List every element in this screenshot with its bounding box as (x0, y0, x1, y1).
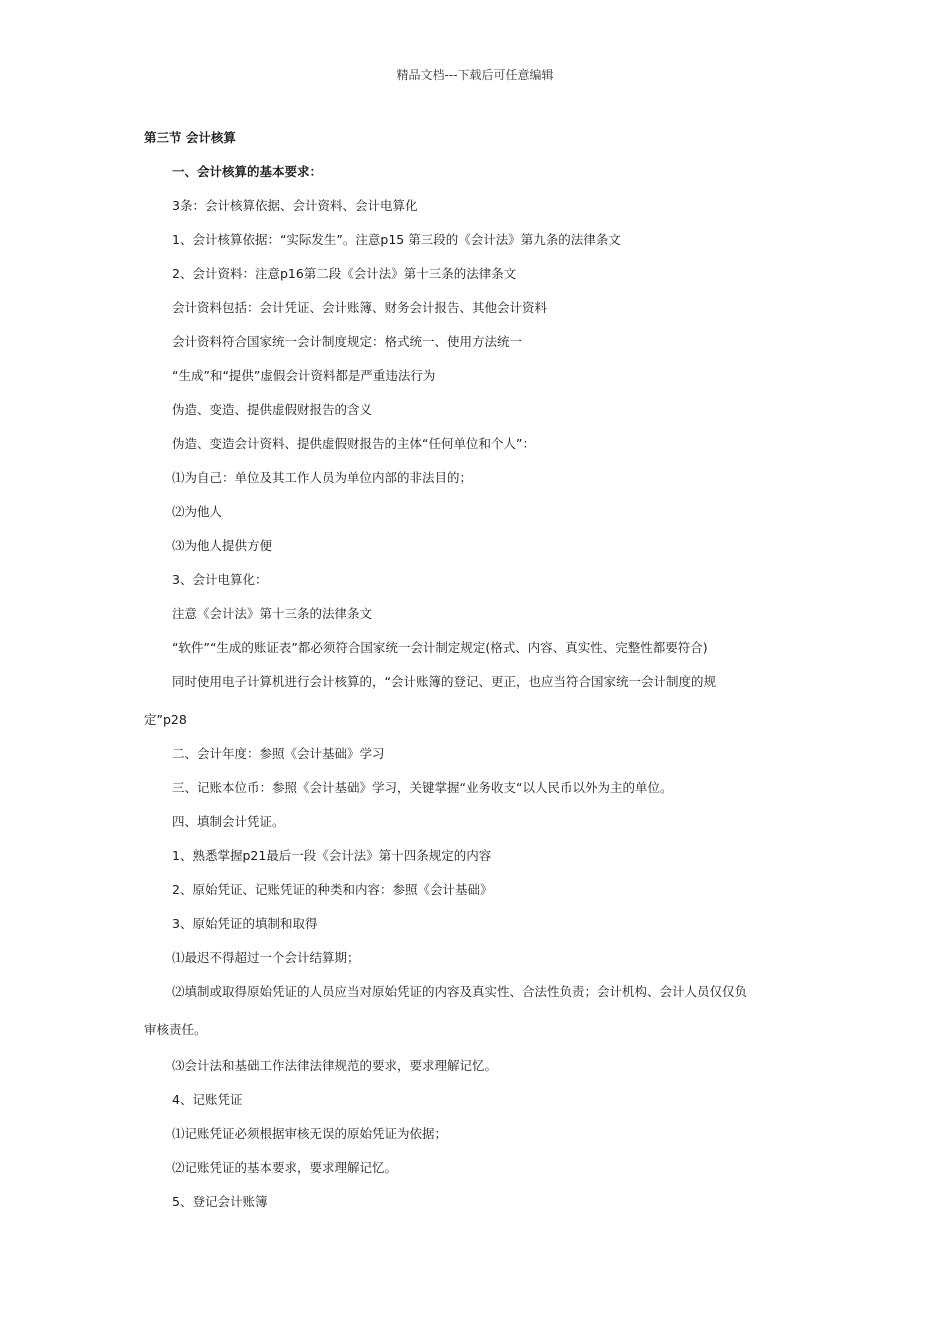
list-item: ⑴最迟不得超过一个会计结算期； (172, 950, 360, 965)
list-item: ⑵记账凭证的基本要求，要求理解记忆。 (172, 1160, 398, 1175)
text-line: 定”p28 (144, 712, 187, 727)
text-line: 会计资料符合国家统一会计制度规定：格式统一、使用方法统一 (172, 334, 523, 349)
list-item: ⑶会计法和基础工作法律法律规范的要求，要求理解记忆。 (172, 1058, 498, 1073)
text-line: 5、登记会计账簿 (172, 1194, 268, 1209)
text-line: 4、记账凭证 (172, 1092, 243, 1107)
text-line: 注意《会计法》第十三条的法律条文 (172, 606, 373, 621)
list-item: ⑵填制或取得原始凭证的人员应当对原始凭证的内容及真实性、合法性负责；会计机构、会计人员仅仅负 (172, 984, 748, 999)
text-line: “软件”“生成的账证表”都必须符合国家统一会计制定规定(格式、内容、真实性、完整性都要符合) (172, 640, 708, 655)
text-line: 审核责任。 (144, 1022, 207, 1037)
text-line: 同时使用电子计算机进行会计核算的，“会计账簿的登记、更正，也应当符合国家统一会计制度的规 (172, 674, 716, 689)
list-item: ⑴为自己：单位及其工作人员为单位内部的非法目的； (172, 470, 473, 485)
list-item: ⑵为他人 (172, 504, 223, 519)
text-line: 3、会计电算化： (172, 572, 268, 587)
text-line: 伪造、变造、提供虚假财报告的含义 (172, 402, 373, 417)
text-line: “生成”和“提供”虚假会计资料都是严重违法行为 (172, 368, 436, 383)
text-line: 伪造、变造会计资料、提供虚假财报告的主体“任何单位和个人”： (172, 436, 535, 451)
list-item: ⑴记账凭证必须根据审核无误的原始凭证为依据； (172, 1126, 448, 1141)
text-line: 3条：会计核算依据、会计资料、会计电算化 (172, 198, 418, 213)
text-line: 1、会计核算依据：“实际发生”。注意p15 第三段的《会计法》第九条的法律条文 (172, 232, 621, 247)
text-line: 3、原始凭证的填制和取得 (172, 916, 318, 931)
text-line: 四、填制会计凭证。 (172, 814, 285, 829)
section-title: 第三节 会计核算 (144, 130, 236, 145)
subsection-heading: 一、会计核算的基本要求： (172, 164, 323, 179)
text-line: 三、记账本位币：参照《会计基础》学习，关键掌握“业务收支“以人民币以外为主的单位。 (172, 780, 673, 795)
text-line: 会计资料包括：会计凭证、会计账簿、财务会计报告、其他会计资料 (172, 300, 548, 315)
text-line: 2、原始凭证、记账凭证的种类和内容：参照《会计基础》 (172, 882, 493, 897)
text-line: 2、会计资料：注意p16第二段《会计法》第十三条的法律条文 (172, 266, 517, 281)
page-header: 精品文档---下载后可任意编辑 (396, 68, 554, 82)
text-line: 1、熟悉掌握p21最后一段《会计法》第十四条规定的内容 (172, 848, 492, 863)
list-item: ⑶为他人提供方便 (172, 538, 273, 553)
text-line: 二、会计年度：参照《会计基础》学习 (172, 746, 385, 761)
